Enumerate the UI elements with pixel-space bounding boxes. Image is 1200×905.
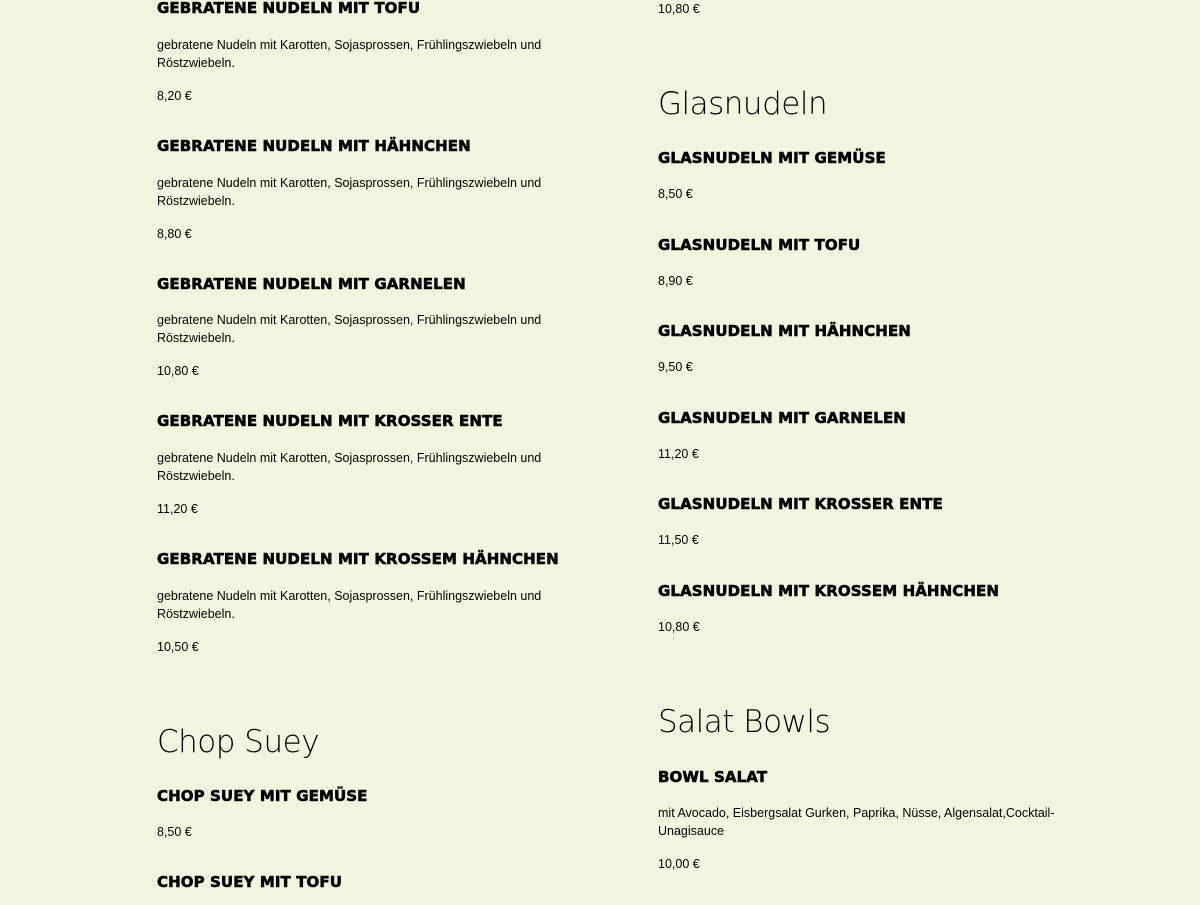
item-name: GEBRATENE NUDELN MIT TOFU xyxy=(157,0,421,17)
item-price: 8,50 € xyxy=(658,187,693,201)
item-price: 9,50 € xyxy=(658,360,693,374)
item-name: GEBRATENE NUDELN MIT KROSSER ENTE xyxy=(157,412,503,430)
item-description: gebratene Nudeln mit Karotten, Sojasprossen, Frühlingszwiebeln und Röstzwiebeln. xyxy=(157,589,542,621)
item-description: gebratene Nudeln mit Karotten, Sojasprossen, Frühlingszwiebeln und Röstzwiebeln. xyxy=(157,176,542,208)
item-name: GLASNUDELN MIT KROSSER ENTE xyxy=(658,495,943,513)
item-price: 8,50 € xyxy=(157,825,192,839)
item-price: 10,80 € xyxy=(658,2,700,16)
item-price: 8,20 € xyxy=(157,89,192,103)
item-description: gebratene Nudeln mit Karotten, Sojasprossen, Frühlingszwiebeln und Röstzwiebeln. xyxy=(157,451,542,483)
item-name: CHOP SUEY MIT GEMÜSE xyxy=(157,787,368,805)
item-price: 8,90 € xyxy=(658,274,693,288)
item-price: 10,50 € xyxy=(157,640,199,654)
item-name: GLASNUDELN MIT KROSSEM HÄHNCHEN xyxy=(658,582,999,600)
item-description: gebratene Nudeln mit Karotten, Sojasprossen, Frühlingszwiebeln und Röstzwiebeln. xyxy=(157,313,542,345)
item-name: GEBRATENE NUDELN MIT KROSSEM HÄHNCHEN xyxy=(157,550,559,568)
section-title-glasnudeln: Glasnudeln xyxy=(658,86,828,122)
item-price: 10,00 € xyxy=(658,857,700,871)
section-title-salat-bowls: Salat Bowls xyxy=(658,704,831,740)
item-price: 10,80 € xyxy=(658,620,700,634)
item-price: 10,80 € xyxy=(157,364,199,378)
item-description: gebratene Nudeln mit Karotten, Sojasprossen, Frühlingszwiebeln und Röstzwiebeln. xyxy=(157,38,542,70)
item-price: 11,50 € xyxy=(658,533,699,547)
item-name: BOWL SALAT xyxy=(658,768,768,786)
section-title-chop-suey: Chop Suey xyxy=(157,724,320,760)
item-name: GLASNUDELN MIT HÄHNCHEN xyxy=(658,322,911,340)
item-name: CHOP SUEY MIT TOFU xyxy=(157,873,343,891)
item-price: 11,20 € xyxy=(157,502,198,516)
item-name: GLASNUDELN MIT GEMÜSE xyxy=(658,149,886,167)
item-name: GLASNUDELN MIT TOFU xyxy=(658,236,861,254)
item-name: GEBRATENE NUDELN MIT GARNELEN xyxy=(157,275,466,293)
item-name: GLASNUDELN MIT GARNELEN xyxy=(658,409,906,427)
item-price: 11,20 € xyxy=(658,447,699,461)
item-description: mit Avocado, Eisbergsalat Gurken, Paprika, Nüsse, Algensalat,Cocktail-Unagisauce xyxy=(658,806,1055,838)
item-name: GEBRATENE NUDELN MIT HÄHNCHEN xyxy=(157,137,471,155)
item-price: 8,80 € xyxy=(157,227,192,241)
